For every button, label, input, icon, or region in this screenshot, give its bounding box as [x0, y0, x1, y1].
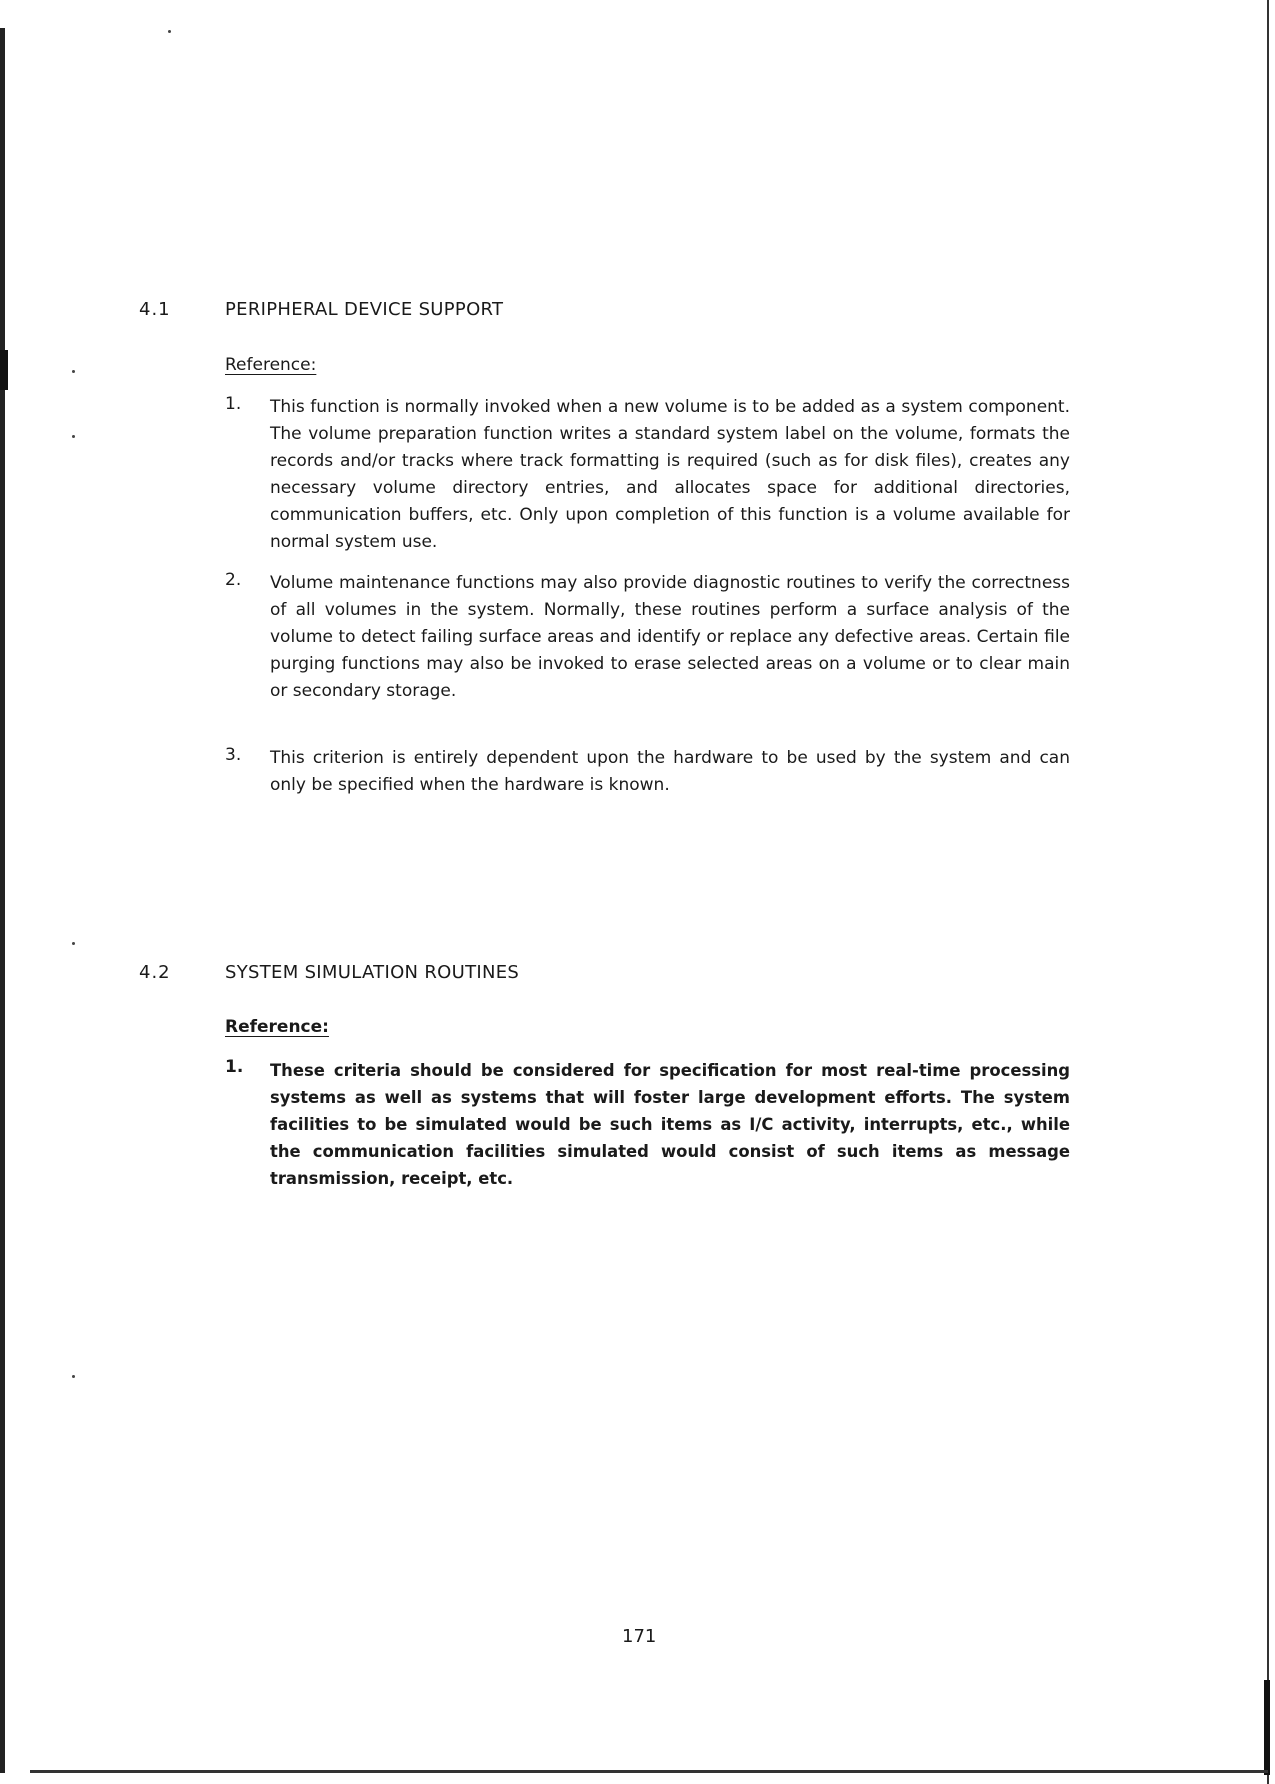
- scan-speck: [72, 435, 75, 438]
- item-text: These criteria should be considered for specification for most real-time processing systems as well as systems that will foster large development efforts. The system facilities to be simulated would be such items as I/C activity, interrupts, etc., while the communication facilities simulated would consist of such items as message transmission, receipt, etc.: [270, 1061, 1070, 1188]
- scan-edge-right: [1267, 0, 1269, 1784]
- section-number: 4.1: [139, 299, 171, 320]
- item-text: This criterion is entirely dependent upon the hardware to be used by the system and can only be specified when the hardware is known.: [270, 748, 1070, 795]
- section-number: 4.2: [139, 962, 171, 983]
- scan-speck: [168, 30, 171, 33]
- page-number: 171: [622, 1626, 657, 1647]
- scan-edge-bottom: [30, 1770, 1268, 1773]
- scan-speck: [72, 942, 75, 945]
- item-number: 1.: [225, 394, 242, 414]
- item-number: 2.: [225, 570, 242, 590]
- item-number: 1.: [225, 1057, 244, 1077]
- item-text: Volume maintenance functions may also provide diagnostic routines to verify the correctness of all volumes in the system. Normally, these routines perform a surface analysis of the volume to detect failing surface areas and identify or replace any defective areas. Certain file purging functions may also be invoked to erase selected areas on a volume or to clear main or secondary storage.: [270, 573, 1070, 701]
- scan-edge-left-mark: [0, 350, 8, 390]
- scan-edge-right-mark: [1264, 1680, 1270, 1775]
- scan-edge-left: [0, 28, 5, 1773]
- scan-speck: [72, 1375, 75, 1378]
- item-number: 3.: [225, 745, 242, 765]
- reference-label: Reference:: [225, 1017, 329, 1037]
- reference-label: Reference:: [225, 355, 317, 375]
- scan-speck: [72, 370, 75, 373]
- section-title: SYSTEM SIMULATION ROUTINES: [225, 962, 520, 983]
- item-text: This function is normally invoked when a new volume is to be added as a system component. The volume preparation function writes a standard system label on the volume, formats the records and/or tracks where track formatting is required (such as for disk files), creates any necessary volume directory entries, and allocates space for additional directories, communication buffers, etc. Only upon completion of this function is a volume available for normal system use.: [270, 397, 1070, 552]
- section-title: PERIPHERAL DEVICE SUPPORT: [225, 299, 504, 320]
